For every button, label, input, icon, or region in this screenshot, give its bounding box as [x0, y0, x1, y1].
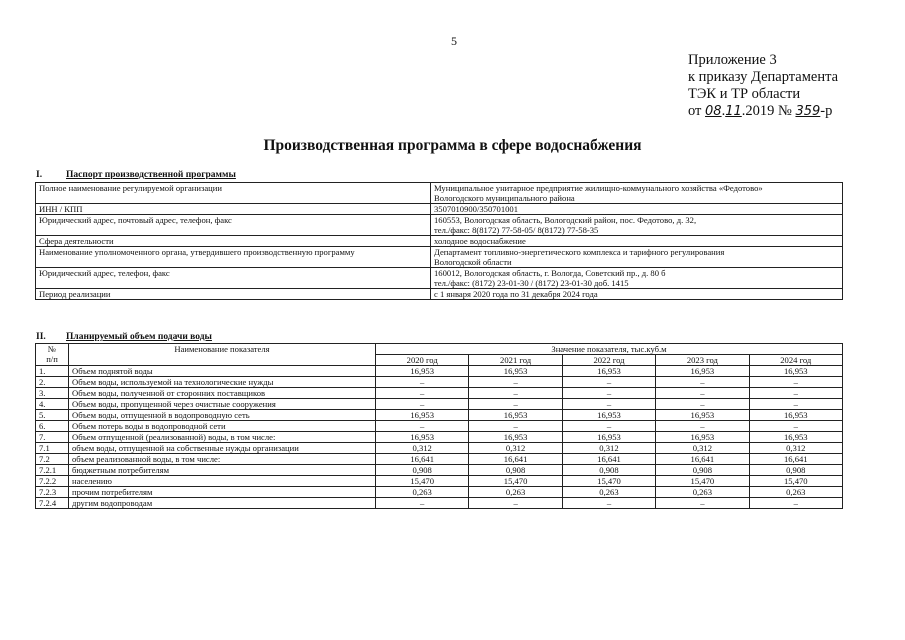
- row-value: –: [376, 399, 469, 410]
- row-value: 16,953: [749, 366, 842, 377]
- col-header-number: № п/п: [36, 344, 69, 366]
- row-value: 16,953: [376, 432, 469, 443]
- date-day: 08: [705, 104, 722, 119]
- passport-label: ИНН / КПП: [36, 204, 431, 215]
- passport-label: Наименование уполномоченного органа, утвердившего производственную программу: [36, 247, 431, 268]
- date-prefix: от: [688, 103, 702, 119]
- table-row: [36, 388, 843, 399]
- row-value: 0,908: [656, 465, 749, 476]
- year-header: 2021 год: [469, 355, 562, 366]
- passport-row: [36, 183, 843, 204]
- row-value: –: [562, 399, 655, 410]
- row-number: 6.: [36, 421, 69, 432]
- row-indicator-name: другим водопроводам: [69, 498, 376, 509]
- year-header: 2022 год: [562, 355, 655, 366]
- row-number: 7.2.1: [36, 465, 69, 476]
- table-row: [36, 377, 843, 388]
- row-indicator-name: Объем воды, используемой на технологические нужды: [69, 377, 376, 388]
- section-2-number: II.: [36, 332, 46, 342]
- passport-value: с 1 января 2020 года по 31 декабря 2024 года: [431, 289, 843, 300]
- appendix-date-line: от 08.11.2019 № 359-р: [688, 103, 833, 119]
- row-number: 7.1: [36, 443, 69, 454]
- table-row: [36, 432, 843, 443]
- row-number: 1.: [36, 366, 69, 377]
- row-number: 7.2: [36, 454, 69, 465]
- passport-label: Юридический адрес, почтовый адрес, телефон, факс: [36, 215, 431, 236]
- table-row: [36, 454, 843, 465]
- row-value: –: [469, 399, 562, 410]
- row-value: –: [376, 388, 469, 399]
- order-suffix: -р: [820, 103, 833, 119]
- row-value: 16,641: [656, 454, 749, 465]
- passport-row: [36, 268, 843, 289]
- row-value: –: [376, 377, 469, 388]
- row-number: 7.2.4: [36, 498, 69, 509]
- row-value: –: [469, 498, 562, 509]
- date-year: .2019 №: [741, 103, 792, 119]
- row-value: 15,470: [376, 476, 469, 487]
- table-row: [36, 498, 843, 509]
- row-value: 16,641: [469, 454, 562, 465]
- row-value: 16,953: [469, 410, 562, 421]
- appendix-line-1: Приложение 3: [688, 52, 777, 68]
- row-value: –: [376, 421, 469, 432]
- row-indicator-name: бюджетным потребителям: [69, 465, 376, 476]
- table-row: [36, 366, 843, 377]
- appendix-line-3: ТЭК и ТР области: [688, 86, 801, 102]
- water-volume-table: [35, 343, 843, 509]
- row-value: –: [562, 388, 655, 399]
- document-title: Производственная программа в сфере водоснабжения: [263, 137, 642, 154]
- row-value: –: [562, 498, 655, 509]
- table-row: [36, 399, 843, 410]
- row-value: 15,470: [562, 476, 655, 487]
- passport-value: 160553, Вологодская область, Вологодский район, пос. Федотово, д. 32, тел./факс: 8(8172) 77-58-05/ 8(8172) 77-58-35: [431, 215, 843, 236]
- row-value: –: [656, 399, 749, 410]
- row-value: 16,953: [376, 410, 469, 421]
- passport-label: Период реализации: [36, 289, 431, 300]
- row-value: 0,908: [749, 465, 842, 476]
- row-value: 16,953: [376, 366, 469, 377]
- section-1-title: Паспорт производственной программы: [66, 170, 236, 180]
- row-value: –: [656, 388, 749, 399]
- passport-value: Муниципальное унитарное предприятие жилищно-коммунального хозяйства «Федотово» Вологодского муниципального района: [431, 183, 843, 204]
- row-number: 5.: [36, 410, 69, 421]
- row-indicator-name: объем реализованной воды, в том числе:: [69, 454, 376, 465]
- passport-value: Департамент топливно-энергетического комплекса и тарифного регулирования Вологодской области: [431, 247, 843, 268]
- row-value: –: [749, 377, 842, 388]
- row-indicator-name: Объем отпущенной (реализованной) воды, в том числе:: [69, 432, 376, 443]
- row-indicator-name: Объем воды, пропущенной через очистные сооружения: [69, 399, 376, 410]
- page-number: 5: [451, 34, 457, 48]
- row-indicator-name: Объем поднятой воды: [69, 366, 376, 377]
- row-value: 0,908: [562, 465, 655, 476]
- row-value: –: [469, 388, 562, 399]
- row-value: –: [656, 421, 749, 432]
- row-value: 16,953: [469, 432, 562, 443]
- section-2-heading: [36, 332, 212, 342]
- year-header: 2023 год: [656, 355, 749, 366]
- passport-row: [36, 289, 843, 300]
- row-value: 15,470: [749, 476, 842, 487]
- row-number: 7.: [36, 432, 69, 443]
- row-value: –: [562, 421, 655, 432]
- table-row: [36, 465, 843, 476]
- passport-row: [36, 236, 843, 247]
- row-value: 0,908: [376, 465, 469, 476]
- row-indicator-name: объем воды, отпущенной на собственные нужды организации: [69, 443, 376, 454]
- row-number: 7.2.3: [36, 487, 69, 498]
- row-value: 15,470: [656, 476, 749, 487]
- row-value: 0,263: [469, 487, 562, 498]
- table-row: [36, 421, 843, 432]
- row-indicator-name: населению: [69, 476, 376, 487]
- row-value: 16,953: [749, 432, 842, 443]
- row-value: –: [749, 388, 842, 399]
- table-row: [36, 443, 843, 454]
- row-value: –: [749, 421, 842, 432]
- row-value: 16,953: [562, 366, 655, 377]
- section-2-title: Планируемый объем подачи воды: [66, 332, 212, 342]
- row-value: 16,641: [749, 454, 842, 465]
- passport-table: [35, 182, 843, 300]
- row-value: –: [562, 377, 655, 388]
- row-value: 0,908: [469, 465, 562, 476]
- row-value: 0,312: [376, 443, 469, 454]
- row-value: 16,953: [469, 366, 562, 377]
- section-1-number: I.: [36, 170, 43, 180]
- row-value: 0,263: [376, 487, 469, 498]
- row-value: –: [656, 377, 749, 388]
- row-value: 0,312: [469, 443, 562, 454]
- year-header: 2024 год: [749, 355, 842, 366]
- row-value: 0,263: [749, 487, 842, 498]
- row-value: 16,953: [749, 410, 842, 421]
- row-value: –: [749, 399, 842, 410]
- year-header: 2020 год: [376, 355, 469, 366]
- row-value: –: [469, 377, 562, 388]
- row-value: 16,953: [562, 432, 655, 443]
- row-indicator-name: Объем воды, отпущенной в водопроводную сеть: [69, 410, 376, 421]
- col-header-value: Значение показателя, тыс.куб.м: [376, 344, 843, 355]
- passport-value: холодное водоснабжение: [431, 236, 843, 247]
- appendix-block: [688, 52, 838, 120]
- row-value: –: [376, 498, 469, 509]
- row-value: –: [749, 498, 842, 509]
- table-row: [36, 476, 843, 487]
- row-number: 4.: [36, 399, 69, 410]
- row-value: 16,953: [656, 410, 749, 421]
- passport-value: 160012, Вологодская область, г. Вологда, Советский пр., д. 80 б тел./факс: (8172) 23-01-30 / (8172) 23-01-30 доб. 1415: [431, 268, 843, 289]
- section-1-heading: [36, 170, 236, 180]
- table-row: [36, 487, 843, 498]
- row-value: 16,953: [656, 366, 749, 377]
- row-number: 3.: [36, 388, 69, 399]
- row-number: 2.: [36, 377, 69, 388]
- row-number: 7.2.2: [36, 476, 69, 487]
- passport-value: 3507010900/350701001: [431, 204, 843, 215]
- row-value: 0,312: [562, 443, 655, 454]
- row-value: 0,312: [749, 443, 842, 454]
- passport-label: Полное наименование регулируемой организации: [36, 183, 431, 204]
- row-indicator-name: Объем воды, полученной от сторонних поставщиков: [69, 388, 376, 399]
- row-value: 15,470: [469, 476, 562, 487]
- row-value: 0,312: [656, 443, 749, 454]
- order-number: 359: [795, 104, 821, 119]
- row-value: 16,953: [656, 432, 749, 443]
- row-value: 16,641: [562, 454, 655, 465]
- col-header-name: Наименование показателя: [69, 344, 376, 366]
- date-month: 11: [725, 104, 742, 119]
- row-value: 16,953: [562, 410, 655, 421]
- row-value: 0,263: [656, 487, 749, 498]
- row-value: –: [469, 421, 562, 432]
- row-indicator-name: Объем потерь воды в водопроводной сети: [69, 421, 376, 432]
- appendix-line-2: к приказу Департамента: [688, 69, 839, 85]
- passport-label: Сфера деятельности: [36, 236, 431, 247]
- passport-row: [36, 247, 843, 268]
- passport-row: [36, 215, 843, 236]
- passport-row: [36, 204, 843, 215]
- row-value: –: [656, 498, 749, 509]
- row-indicator-name: прочим потребителям: [69, 487, 376, 498]
- row-value: 0,263: [562, 487, 655, 498]
- passport-label: Юридический адрес, телефон, факс: [36, 268, 431, 289]
- table-row: [36, 410, 843, 421]
- row-value: 16,641: [376, 454, 469, 465]
